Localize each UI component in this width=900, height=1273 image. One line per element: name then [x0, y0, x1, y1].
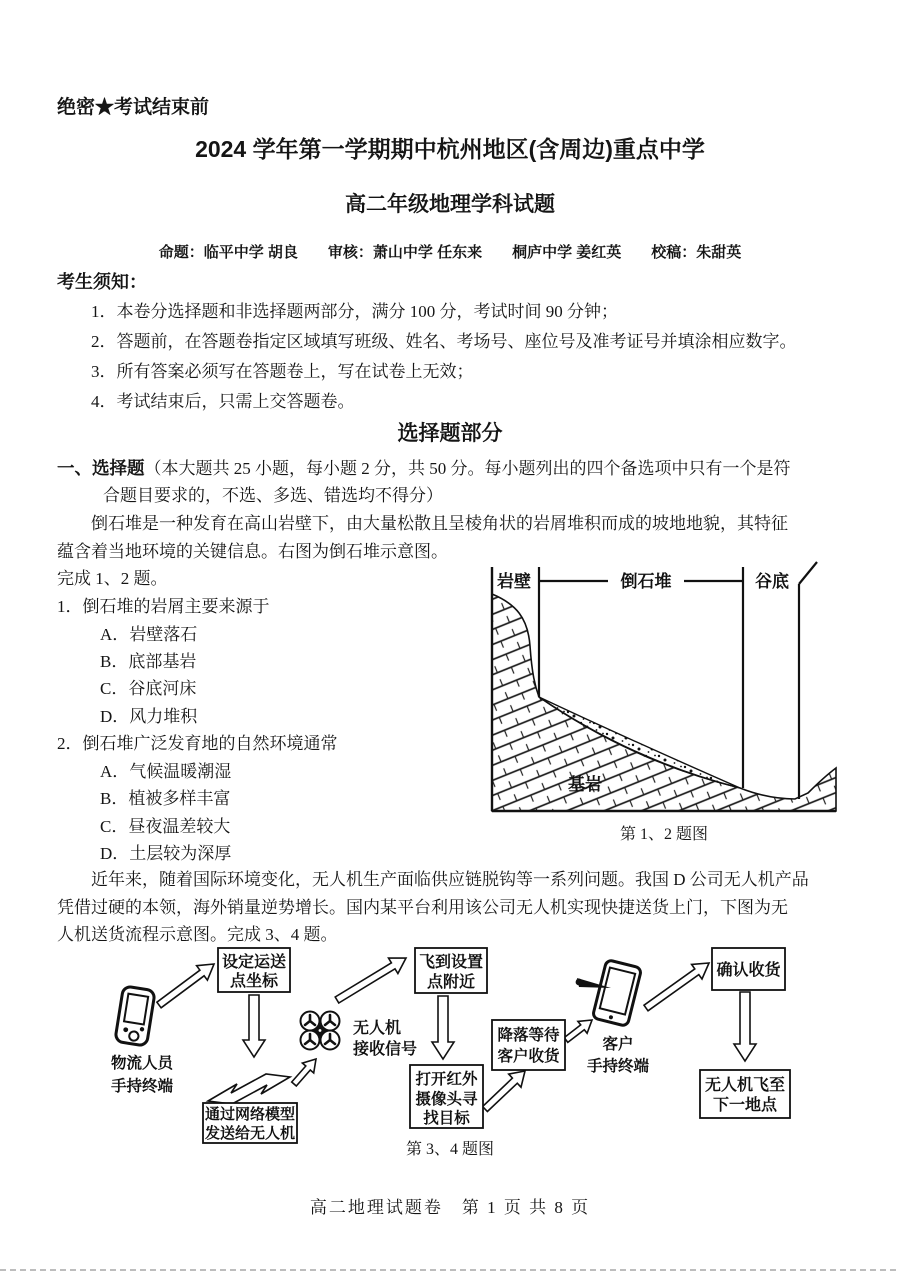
- instructions-line1: [57, 457, 791, 480]
- box-set-coordinates-line2: 点坐标: [229, 973, 279, 990]
- valley-label: 谷底: [755, 572, 789, 591]
- scan-bottom-edge: [0, 1269, 900, 1271]
- notice-item: 4．考试结束后，只需上交答题卷。: [91, 392, 355, 411]
- operator-label-line1: 物流人员: [110, 1055, 174, 1072]
- flow-arrow: [483, 1071, 525, 1112]
- classification-banner: 绝密★考试结束前: [57, 97, 210, 118]
- drone-flowchart-svg: [75, 943, 817, 1145]
- notice-heading: 考生须知：: [57, 272, 147, 292]
- box-infrared-search-line1: 打开红外: [415, 1071, 478, 1088]
- box-fly-to-point-line2: 点附近: [426, 974, 476, 991]
- box-land-wait-line1: 降落等待: [497, 1027, 560, 1044]
- flow-arrow: [292, 1059, 316, 1086]
- flow-arrow: [157, 964, 214, 1008]
- question2-option-c: C．昼夜温差较大: [100, 817, 231, 836]
- notice-item: 2．答题前，在答题卷指定区域填写班级、姓名、考场号、座位号及准考证号并填涂相应数字。: [91, 332, 797, 351]
- instructions-line2: 合题目要求的，不选、多选、错选均不得分）: [103, 486, 443, 505]
- flow-arrow: [335, 958, 406, 1003]
- box-infrared-search-line3: 找目标: [423, 1110, 470, 1127]
- network-signal-icon: [208, 1074, 290, 1104]
- question1-option-d: D．风力堆积: [100, 707, 198, 726]
- handheld-terminal-icon: [115, 986, 155, 1046]
- question1-option-b: B．底部基岩: [100, 652, 197, 671]
- box-next-location-line2: 下一地点: [712, 1097, 778, 1114]
- question2-option-d: D．土层较为深厚: [100, 844, 232, 863]
- flow-arrow: [734, 992, 756, 1061]
- question1-option-a: A．岩壁落石: [100, 625, 198, 644]
- passage2-line2: 凭借过硬的本领，海外销量逆势增长。国内某平台利用该公司无人机实现快捷送货上门，下图为无: [57, 898, 788, 917]
- box-network-send-line2: 发送给无人机: [204, 1125, 296, 1142]
- question2-option-a: A．气候温暖潮湿: [100, 762, 232, 781]
- talus-label: 倒石堆: [620, 572, 672, 591]
- bedrock-label: 基岩: [568, 775, 602, 794]
- instructions-line1-rest: （本大题共 25 小题，每小题 2 分，共 50 分。每小题列出的四个备选项中只有一个是符: [144, 459, 791, 478]
- box-confirm-receipt-line1: 确认收货: [716, 962, 781, 979]
- question2-stem: 2．倒石堆广泛发育地的自然环境通常: [57, 734, 338, 753]
- box-fly-to-point-line1: 飞到设置: [418, 954, 484, 971]
- flow-arrow: [564, 1020, 592, 1042]
- box-set-coordinates-line1: 设定运送: [221, 954, 287, 971]
- talus-diagram-svg: [488, 556, 840, 814]
- rock-wall-label: 岩壁: [497, 572, 531, 591]
- passage1-line2: 蕴含着当地环境的关键信息。右图为倒石堆示意图。: [57, 542, 448, 561]
- box-network-send-line1: 通过网络模型: [204, 1106, 296, 1123]
- drone-label-line2: 接收信号: [353, 1041, 418, 1058]
- drone-label-line1: 无人机: [353, 1020, 402, 1037]
- page-footer: 高二地理试题卷 第 1 页 共 8 页: [309, 1198, 591, 1217]
- exam-title: 2024 学年第一学期期中杭州地区(含周边)重点中学: [195, 136, 705, 162]
- flow-arrow: [644, 963, 709, 1011]
- bedrock-shape: [492, 594, 836, 811]
- valley-slant-tick: [799, 562, 817, 584]
- passage1-line1: 倒石堆是一种发育在高山岩壁下，由大量松散且呈棱角状的岩屑堆积而成的坡地地貌，其特征: [91, 514, 788, 533]
- passage2-line1: 近年来，随着国际环境变化，无人机生产面临供应链脱钩等一系列问题。我国 D 公司无人机产品: [91, 870, 809, 889]
- customer-label-line1: 客户: [602, 1036, 634, 1053]
- question1-option-c: C．谷底河床: [100, 679, 197, 698]
- stylus-tip: [576, 979, 583, 986]
- notice-item: 1．本卷分选择题和非选择题两部分，满分 100 分，考试时间 90 分钟；: [91, 302, 618, 321]
- box-next-location-line1: 无人机飞至: [704, 1077, 786, 1094]
- passage2-line3: 人机送货流程示意图。完成 3、4 题。: [57, 925, 338, 944]
- talus-figure: [488, 556, 840, 844]
- flow-arrow: [243, 995, 265, 1057]
- question1-stem: 1．倒石堆的岩屑主要来源于: [57, 597, 270, 616]
- talus-figure-caption: 第 1、2 题图: [619, 826, 708, 843]
- question2-option-b: B．植被多样丰富: [100, 789, 231, 808]
- instructions-lead: 一、选择题: [57, 458, 145, 478]
- operator-label-line2: 手持终端: [110, 1078, 174, 1095]
- passage1-line3: 完成 1、2 题。: [57, 569, 168, 588]
- box-land-wait-line2: 客户收货: [497, 1048, 560, 1065]
- exam-credits: 命题：临平中学 胡良 审核：萧山中学 任东来 桐庐中学 姜红英 校稿：朱甜英: [158, 244, 742, 261]
- customer-terminal-icon: [592, 960, 641, 1027]
- drone-flowchart-figure: [75, 943, 817, 1150]
- exam-subtitle: 高二年级地理学科试题: [345, 193, 555, 216]
- flow-arrow: [432, 996, 454, 1059]
- drone-icon: [301, 1012, 340, 1050]
- section-heading: 选择题部分: [397, 422, 503, 445]
- customer-label-line2: 手持终端: [586, 1058, 650, 1075]
- notice-item: 3．所有答案必须写在答题卷上，写在试卷上无效；: [91, 362, 474, 381]
- flowchart-caption: 第 3、4 题图: [405, 1141, 494, 1158]
- box-infrared-search-line2: 摄像头寻: [415, 1091, 478, 1108]
